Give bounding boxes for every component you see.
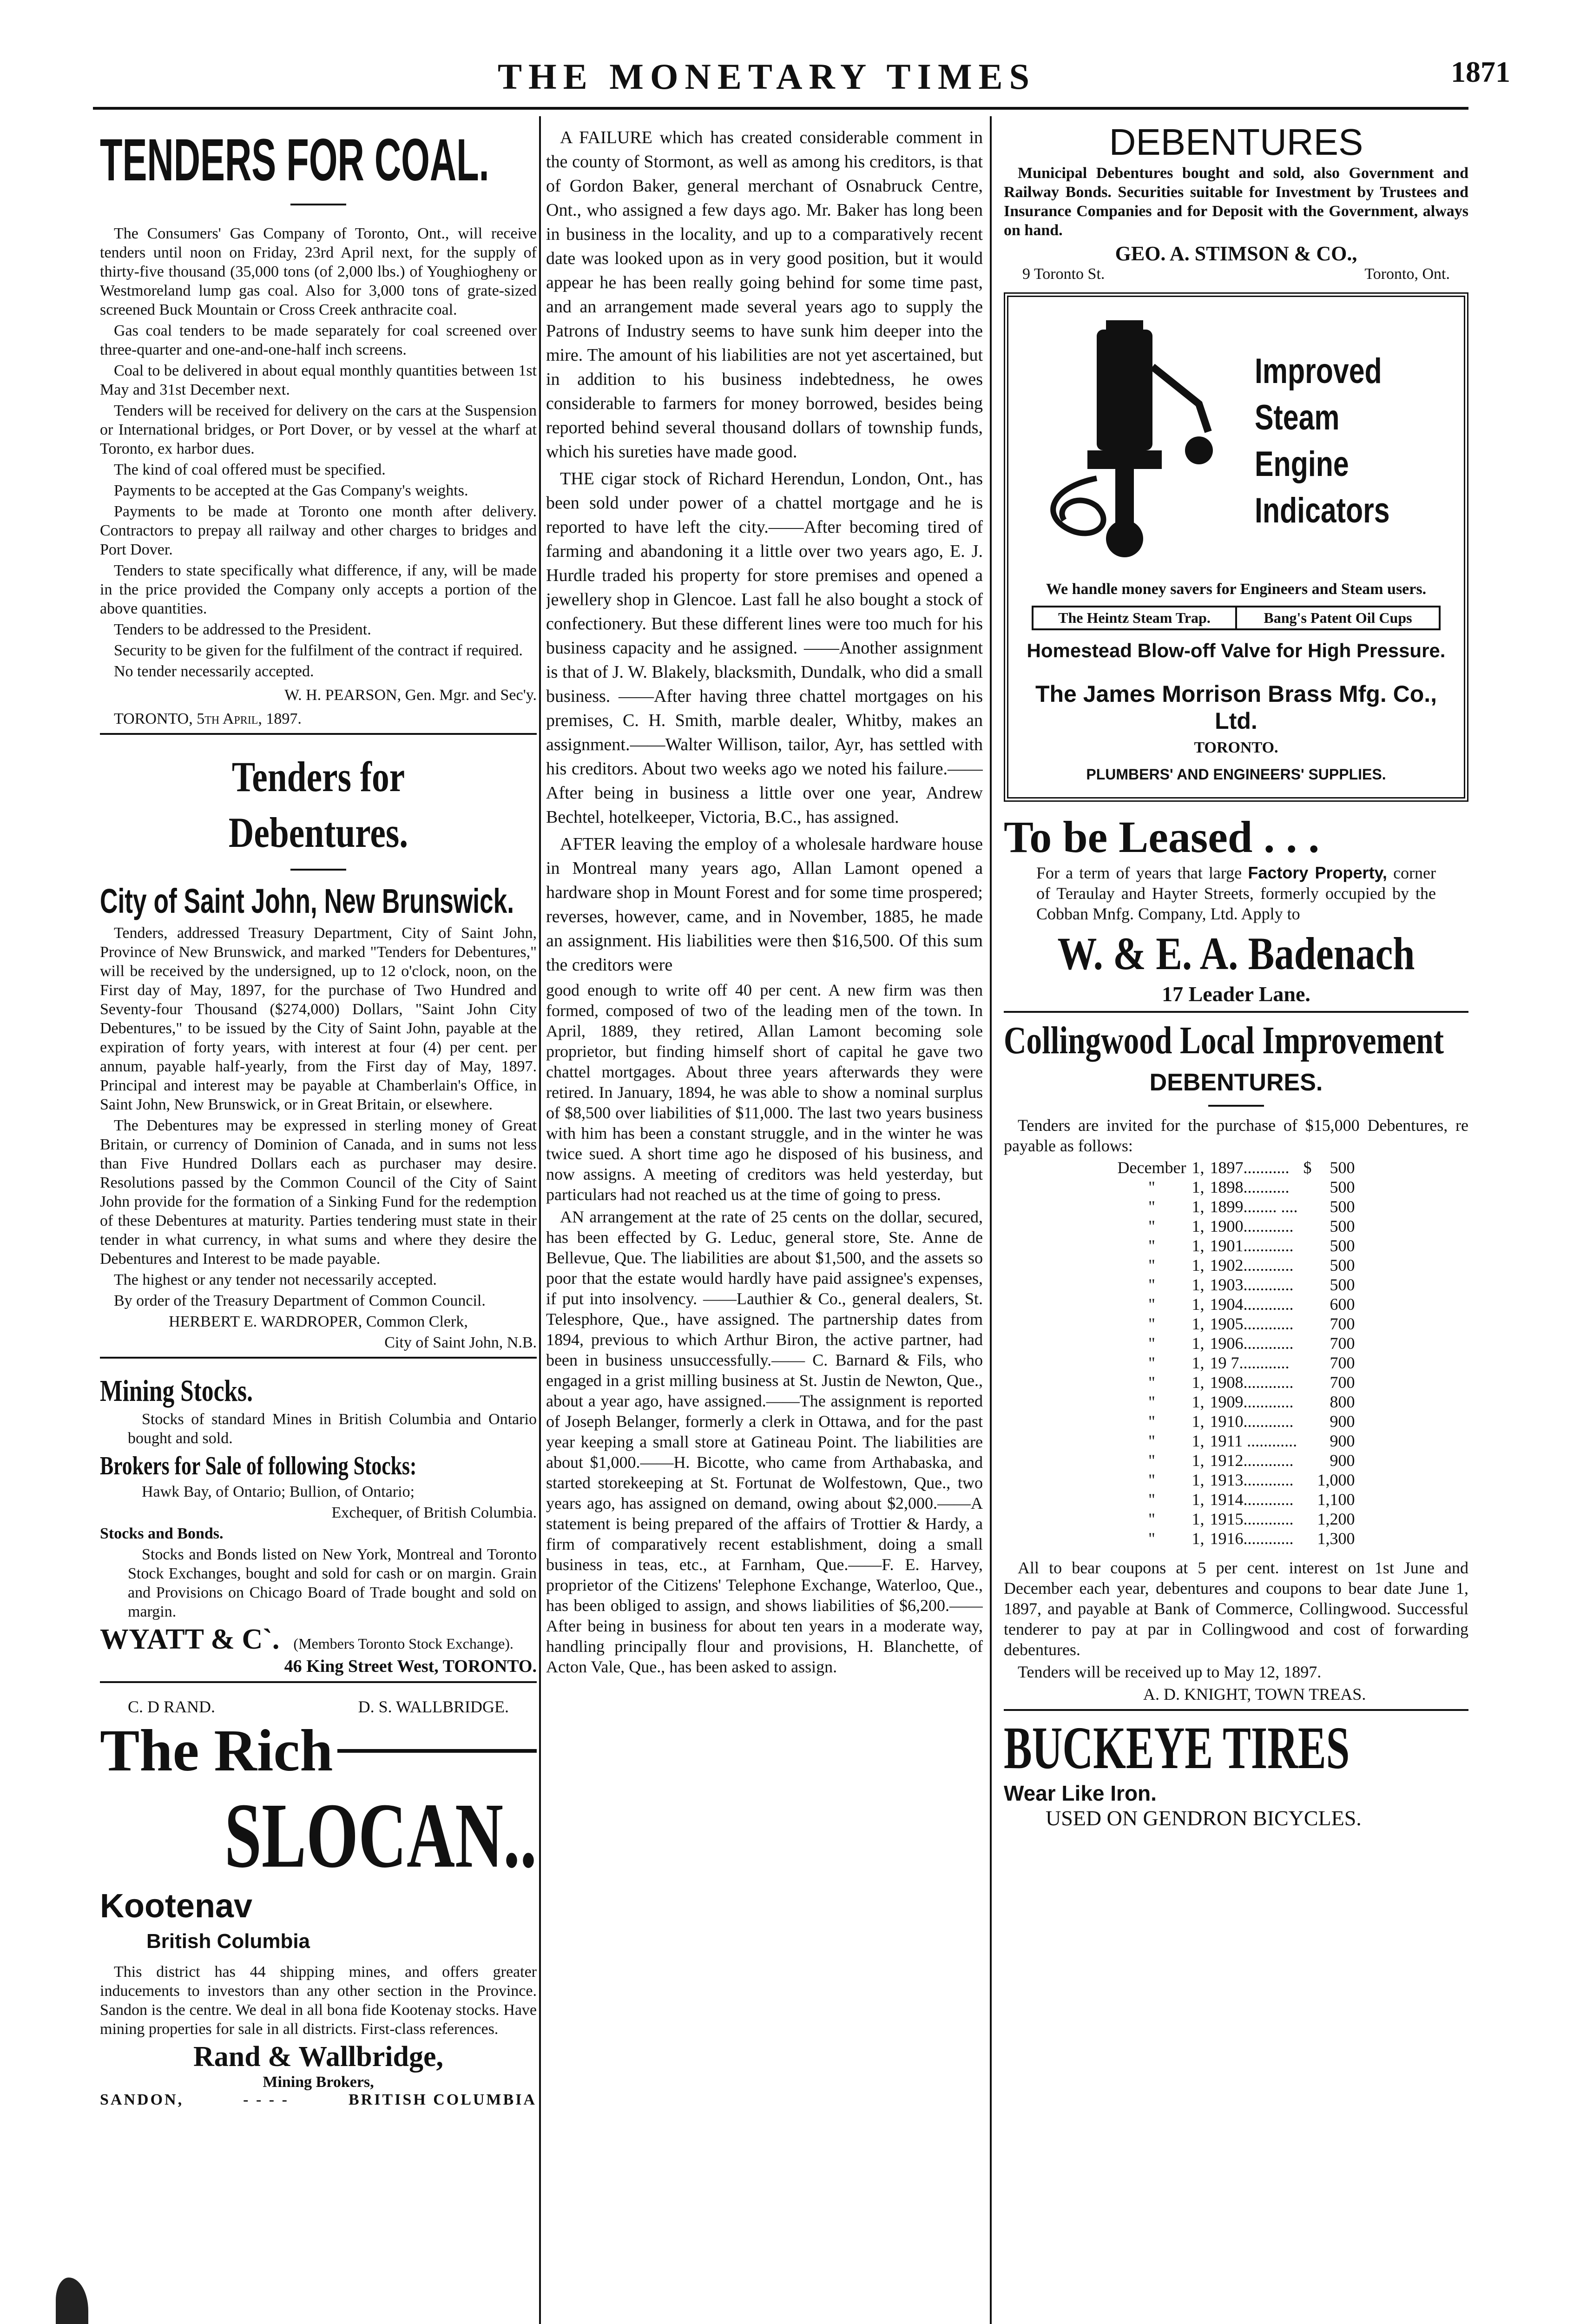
wyatt-note: (Members Toronto Stock Exchange). xyxy=(293,1635,514,1652)
schedule-cell-d: 1, xyxy=(1192,1471,1205,1489)
schedule-cell-amt: 1,300 xyxy=(1317,1529,1355,1548)
brass-tagline: PLUMBERS' AND ENGINEERS' SUPPLIES. xyxy=(1086,766,1386,783)
schedule-cell-amt: 500 xyxy=(1330,1178,1355,1196)
paragraph: THE cigar stock of Richard Herendun, London, Ont., has been sold under power of a chattel mortgage and he is reported to have left the city.——After becoming tired of farming and abandoning it a little over two years ago, E. J. Hurdle traded his property for store premises and opened a jewellery shop in Glencoe. Last fall he also bought a stock of confectionery. But these different lines were too much for his business capacity and he assigned. ——Another assignment is that of J. W. Blakely, blacksmith, Dundalk, who did a small business. ——After having three chattel mortgages on his premises, C. H. Smith, marble dealer, Whitby, makes an assignment.——Walter Willison, tailor, Ayr, has settled with his creditors. About two weeks ago we noted his failure.—— After being in business a little over one year, Andrew Bechtel, hotelkeeper, Victoria, B.C., has assigned. xyxy=(546,469,983,827)
paragraph: AN arrangement at the rate of 25 cents on the dollar, secured, has been effected by G. Leduc, general store, Ste. Anne de Bellevue, Que. The liabilities are about $1,500, and the assets so poor that the estate would hardly have paid assignee's expenses, if put into insolvency. ——Lauthier & Co., general dealers, St. Telesphore, Que., have assigned. The partnership dates from 1894, previous to which Arthur Biron, the active partner, had been in business unsuccessfully.—— C. Barnard & Fils, who engaged in a grist milling business at St. Justin de Newton, Que., about a year ago, have assigned.——The assignment is reported of Joseph Belanger, formerly a clerk in Ottawa, and for the past year keeping a small store at Gatineau Point. The liabilities are about $1,000.——H. Bicotte, who came from Arthabaska, and started storekeeping at St. Fortunat de Wolfestown, Que., two years ago, has assigned on demand, owing about $2,000.——A statement is being prepared of the affairs of Trottier & Hardy, a firm of comparatively recent establishment, doing a small business in teas, etc., at Farnham, Que.——F. E. Harvey, proprietor of the Citizens' Telephone Exchange, Waterloo, Que., has been obliged to assign, and shows liabilities of $6,200.——After being in business for about ten years in a moderate way, handling principally flour and provisions, H. Blanchette, of Acton Vale, Que., has been asked to assign. xyxy=(546,1208,983,1676)
schedule-row xyxy=(1115,1373,1358,1392)
schedule-cell-m: " xyxy=(1148,1314,1155,1333)
schedule-row xyxy=(1115,1197,1358,1216)
brass-line: Homestead Blow-off Valve for High Pressure. xyxy=(1027,640,1446,661)
mining-heading: Mining Stocks. xyxy=(100,1374,253,1408)
mining-line: Stocks and Bonds listed on New York, Montreal and Toronto Stock Exchanges, bought and sold for cash or on margin. Grain and Provisions on Chicago Board of Trade bought and sold on margin. xyxy=(128,1546,537,1620)
schedule-cell-dollar xyxy=(1300,1197,1314,1216)
schedule-cell-amt: 500 xyxy=(1330,1256,1355,1274)
indicator-title-line: Engine xyxy=(1255,444,1349,484)
rand-wallbridge-sub: Mining Brokers, xyxy=(263,2073,374,2091)
schedule-row xyxy=(1115,1314,1358,1334)
schedule-cell-y: 1910............ xyxy=(1210,1412,1294,1431)
schedule-cell-y: 1909............ xyxy=(1210,1393,1294,1411)
steam-indicator-illustration xyxy=(1022,311,1236,571)
schedule-cell-dollar xyxy=(1300,1451,1314,1470)
top-rule xyxy=(93,107,1468,110)
schedule-row xyxy=(1115,1177,1358,1197)
scan-edge-mark xyxy=(56,2278,88,2324)
badenach-firm: W. & E. A. Badenach xyxy=(1057,928,1415,979)
schedule-row xyxy=(1115,1216,1358,1236)
collingwood-subheading: DEBENTURES. xyxy=(1149,1069,1323,1096)
schedule-cell-m: " xyxy=(1148,1334,1155,1353)
schedule-cell-amt: 500 xyxy=(1330,1275,1355,1294)
indicator-title-line: Improved xyxy=(1255,351,1382,391)
schedule-row xyxy=(1115,1470,1358,1490)
title-rule xyxy=(337,1749,537,1753)
divider xyxy=(290,204,346,205)
divider xyxy=(290,869,346,871)
brass-mfg-ad xyxy=(1004,292,1468,802)
paragraph: This district has 44 shipping mines, and offers greater inducements to investors than any other section in the Province. Sandon is the centre. We deal in all bona fide Kootenay stocks. Have mining properties for sale in all districts. First-class references. xyxy=(100,1963,537,2038)
schedule-cell-m: " xyxy=(1148,1197,1155,1216)
schedule-cell-y: 1908............ xyxy=(1210,1373,1294,1392)
mining-line: Hawk Bay, of Ontario; Bullion, of Ontario; xyxy=(142,1483,415,1500)
collingwood-ad xyxy=(1004,1017,1468,1704)
schedule-cell-y: 1906............ xyxy=(1210,1334,1294,1353)
schedule-cell-m: " xyxy=(1148,1275,1155,1294)
slocan-title-line1: The Rich xyxy=(100,1717,333,1783)
collingwood-heading: Collingwood Local Improvement xyxy=(1004,1019,1444,1062)
slocan-title-line2: SLOCAN.. xyxy=(224,1784,537,1887)
wyatt-address: 46 King Street West, TORONTO. xyxy=(284,1657,537,1676)
schedule-cell-d: 1, xyxy=(1192,1529,1205,1548)
mining-line: Exchequer, of British Columbia. xyxy=(331,1504,537,1521)
schedule-cell-m: " xyxy=(1148,1529,1155,1548)
footer-left: SANDON, xyxy=(100,2091,184,2108)
schedule-cell-d: 1, xyxy=(1192,1314,1205,1333)
paragraph: The Debentures may be expressed in sterling money of Great Britain, or currency of Dominion of Canada, and in sums not less than Five Hundred Dollars each as purchaser may desire. Resolutions passed by the Common Council of the City of Saint John provide for the formation of a Sinking Fund for the redemption of these Debentures at maturity. Parties tendering must state in their tender in what currency, in what sums and where they desire the Debentures and Interest to be made payable. xyxy=(100,1117,537,1268)
schedule-cell-d: 1, xyxy=(1192,1178,1205,1196)
saint-john-subheading: City of Saint John, New Brunswick. xyxy=(100,882,514,920)
schedule-cell-amt: 700 xyxy=(1330,1373,1355,1392)
schedule-cell-dollar xyxy=(1300,1509,1314,1529)
schedule-cell-m: " xyxy=(1148,1393,1155,1411)
buckeye-tires-ad xyxy=(1004,1716,1468,1830)
paragraph: All to bear coupons at 5 per cent. interest on 1st June and December each year, debentures and coupons to bear date June 1, 1897, and payable at Bank of Commerce, Collingwood. Successful tenderer to pay at par in Collingwood and cost of forwarding debentures. xyxy=(1004,1558,1468,1659)
paragraph: Municipal Debentures bought and sold, also Government and Railway Bonds. Securities suitable for Investment by Trustees and Insurance Companies and for Deposit with the Government, always on hand. xyxy=(1004,165,1468,239)
schedule-cell-m: " xyxy=(1148,1217,1155,1235)
schedule-cell-y: 1905............ xyxy=(1210,1314,1294,1333)
schedule-cell-d: 1, xyxy=(1192,1256,1205,1274)
schedule-row xyxy=(1115,1431,1358,1451)
schedule-cell-dollar xyxy=(1300,1177,1314,1197)
schedule-cell-dollar xyxy=(1300,1216,1314,1236)
schedule-cell-m: " xyxy=(1148,1490,1155,1509)
schedule-row xyxy=(1115,1275,1358,1294)
schedule-cell-y: 1901............ xyxy=(1210,1236,1294,1255)
schedule-cell-dollar xyxy=(1300,1412,1314,1431)
lease-text: For a term of years that large xyxy=(1036,864,1242,882)
schedule-cell-m: " xyxy=(1148,1451,1155,1470)
indicator-title-line: Indicators xyxy=(1255,491,1390,530)
paragraph: By order of the Treasury Department of Common Council. xyxy=(114,1292,486,1309)
masthead-title: THE MONETARY TIMES xyxy=(498,56,1036,97)
schedule-cell-amt: 900 xyxy=(1330,1451,1355,1470)
brass-city: TORONTO. xyxy=(1194,739,1278,756)
schedule-cell-d: 1, xyxy=(1192,1197,1205,1216)
section-rule xyxy=(100,1357,537,1359)
schedule-cell-dollar xyxy=(1300,1255,1314,1275)
heintz-trap-cell: The Heintz Steam Trap. xyxy=(1034,607,1237,628)
schedule-cell-m: " xyxy=(1148,1432,1155,1450)
paragraph: Tenders to state specifically what difference, if any, will be made in the price provided the Company only accepts a portion of the above quantities. xyxy=(100,562,537,617)
schedule-cell-amt: 1,000 xyxy=(1317,1471,1355,1489)
paragraph: Tenders will be received for delivery on the cars at the Suspension or International bridges, or Port Dover, or by vessel at the wharf at Toronto, ex harbor dues. xyxy=(100,402,537,457)
schedule-cell-dollar xyxy=(1300,1353,1314,1373)
news-body-compact xyxy=(546,980,983,1677)
schedule-row xyxy=(1115,1451,1358,1470)
mining-line: Stocks of standard Mines in British Columbia and Ontario bought and sold. xyxy=(128,1411,537,1447)
schedule-cell-d: 1, xyxy=(1192,1236,1205,1255)
paragraph: The Consumers' Gas Company of Toronto, Ont., will receive tenders until noon on Friday, 23rd April next, for the supply of thirty-five thousand (35,000 tons (of 2,000 lbs.) of Youghiogheny or Westmoreland lump gas coal. Also for 3,000 tons of grate-sized screened Buck Mountain or Cross Creek anthracite coal. xyxy=(100,225,537,318)
paragraph: A FAILURE which has created considerable comment in the county of Stormont, as well as among his creditors, is that of Gordon Baker, general merchant of Osnabruck Centre, Ont., who assigned a few days ago. Mr. Baker has long been in business in the locality, and up to a comparatively recent date was looked upon as in very good position, but it would appear he has been really going behind for some time past, and an arrangement made several years ago to supply the Patrons of Industry seems to have sunk him deeper into the mire. The amount of his liabilities are not yet ascertained, but in addition to his business indebtedness, he owes considerable to farmers for money borrowed, besides being reported behind several thousand dollars of township funds, which his sureties have made good. xyxy=(546,128,983,462)
schedule-cell-d: 1, xyxy=(1192,1217,1205,1235)
column-left xyxy=(100,116,537,2109)
section-rule xyxy=(1004,1011,1468,1013)
schedule-cell-d: 1, xyxy=(1192,1432,1205,1450)
schedule-cell-amt: 600 xyxy=(1330,1295,1355,1314)
schedule-cell-dollar xyxy=(1300,1373,1314,1392)
slocan-title-line3: Kootenav xyxy=(100,1888,253,1925)
schedule-row xyxy=(1115,1236,1358,1255)
schedule-cell-m: December xyxy=(1117,1158,1186,1177)
schedule-row xyxy=(1115,1529,1358,1548)
schedule-cell-d: 1, xyxy=(1192,1373,1205,1392)
section-rule xyxy=(100,1681,537,1683)
paragraph: Tenders to be addressed to the President. xyxy=(114,621,371,638)
debentures-signature-line2: City of Saint John, N.B. xyxy=(384,1334,537,1351)
repayment-schedule-table xyxy=(1115,1158,1358,1548)
stimson-city: Toronto, Ont. xyxy=(1364,265,1450,283)
schedule-cell-d: 1, xyxy=(1192,1275,1205,1294)
schedule-cell-y: 1913............ xyxy=(1210,1471,1294,1489)
buckeye-heading: BUCKEYE TIRES xyxy=(1004,1715,1350,1782)
schedule-cell-amt: 500 xyxy=(1330,1158,1355,1177)
slocan-title-line4: British Columbia xyxy=(146,1930,310,1953)
schedule-cell-y: 1916............ xyxy=(1210,1529,1294,1548)
schedule-cell-m: " xyxy=(1148,1236,1155,1255)
column-right xyxy=(1004,116,1468,1830)
schedule-row xyxy=(1115,1509,1358,1529)
section-rule xyxy=(100,733,537,735)
schedule-cell-amt: 700 xyxy=(1330,1314,1355,1333)
schedule-cell-m: " xyxy=(1148,1295,1155,1314)
schedule-cell-dollar xyxy=(1300,1392,1314,1412)
stimson-firm: GEO. A. STIMSON & CO., xyxy=(1115,242,1357,265)
paragraph: The highest or any tender not necessarily accepted. xyxy=(114,1271,437,1288)
brass-firm: The James Morrison Brass Mfg. Co., Ltd. xyxy=(1035,681,1437,734)
schedule-cell-m: " xyxy=(1148,1471,1155,1489)
schedule-cell-amt: 900 xyxy=(1330,1412,1355,1431)
footer-dashes: - - - - xyxy=(243,2091,289,2108)
stimson-address: 9 Toronto St. xyxy=(1022,265,1105,283)
brass-line: We handle money savers for Engineers and Steam users. xyxy=(1046,581,1427,598)
schedule-cell-dollar xyxy=(1300,1314,1314,1334)
schedule-cell-d: 1, xyxy=(1192,1490,1205,1509)
partner-name: D. S. WALLBRIDGE. xyxy=(358,1697,509,1716)
schedule-cell-amt: 500 xyxy=(1330,1197,1355,1216)
coal-tender-ad xyxy=(100,125,537,728)
schedule-cell-amt: 900 xyxy=(1330,1432,1355,1450)
lease-text: corner of Teraulay and Hayter Streets, formerly occupied by the Cobban Mnfg. Company, Ltd. Apply to xyxy=(1036,864,1436,923)
schedule-cell-d: 1, xyxy=(1192,1451,1205,1470)
schedule-cell-amt: 800 xyxy=(1330,1393,1355,1411)
schedule-cell-d: 1, xyxy=(1192,1158,1205,1177)
paragraph: The kind of coal offered must be specified. xyxy=(114,461,386,478)
schedule-cell-y: 1897........... xyxy=(1210,1158,1290,1177)
schedule-cell-y: 1902............ xyxy=(1210,1256,1294,1274)
debentures-signature: HERBERT E. WARDROPER, Common Clerk, xyxy=(169,1313,468,1330)
schedule-cell-dollar xyxy=(1300,1275,1314,1294)
coal-body xyxy=(100,224,537,681)
schedule-cell-m: " xyxy=(1148,1178,1155,1196)
schedule-cell-m: " xyxy=(1148,1373,1155,1392)
schedule-cell-dollar xyxy=(1300,1490,1314,1509)
section-rule xyxy=(1004,1709,1468,1711)
schedule-cell-y: 1912............ xyxy=(1210,1451,1294,1470)
rand-wallbridge-firm: Rand & Wallbridge, xyxy=(193,2041,444,2073)
schedule-cell-dollar: $ xyxy=(1303,1158,1312,1177)
schedule-cell-amt: 1,100 xyxy=(1317,1490,1355,1509)
schedule-cell-dollar xyxy=(1300,1470,1314,1490)
footer-right: BRITISH COLUMBIA xyxy=(348,2091,537,2108)
news-body-wide xyxy=(546,125,983,977)
schedule-row xyxy=(1115,1392,1358,1412)
paragraph: AFTER leaving the employ of a wholesale hardware house in Montreal many years ago, Allan Lamont opened a hardware shop in Mount Forest and for some time prospered; reverses, however, came, and in November, 1885, he made an assignment. His liabilities were then $16,500. Of this sum the creditors were xyxy=(546,834,983,975)
schedule-cell-y: 1898........... xyxy=(1210,1178,1290,1196)
schedule-cell-y: 1914............ xyxy=(1210,1490,1294,1509)
paragraph: Payments to be accepted at the Gas Company's weights. xyxy=(114,482,468,499)
schedule-cell-amt: 500 xyxy=(1330,1236,1355,1255)
coal-dateline: TORONTO, 5th April, 1897. xyxy=(114,710,302,727)
schedule-row xyxy=(1115,1353,1358,1373)
saint-john-debentures-ad xyxy=(100,749,537,1352)
mining-stocks-ad xyxy=(100,1373,537,1677)
lease-body xyxy=(1004,863,1468,924)
schedule-cell-amt: 1,200 xyxy=(1317,1510,1355,1528)
schedule-cell-d: 1, xyxy=(1192,1510,1205,1528)
schedule-cell-y: 1904............ xyxy=(1210,1295,1294,1314)
schedule-cell-m: " xyxy=(1148,1510,1155,1528)
badenach-address: 17 Leader Lane. xyxy=(1162,982,1310,1006)
stocks-bonds-heading: Stocks and Bonds. xyxy=(100,1525,224,1542)
schedule-cell-d: 1, xyxy=(1192,1393,1205,1411)
schedule-row xyxy=(1115,1294,1358,1314)
collingwood-signature: A. D. KNIGHT, TOWN TREAS. xyxy=(1143,1685,1366,1703)
schedule-cell-y: 1900............ xyxy=(1210,1217,1294,1235)
schedule-row xyxy=(1115,1490,1358,1509)
coal-heading: TENDERS FOR COAL. xyxy=(100,127,489,193)
paragraph: Tenders will be received up to May 12, 1897. xyxy=(1018,1663,1322,1681)
schedule-cell-y: 1915............ xyxy=(1210,1510,1294,1528)
debentures-heading: Tenders for Debentures. xyxy=(228,753,408,856)
schedule-cell-dollar xyxy=(1300,1294,1314,1314)
schedule-cell-d: 1, xyxy=(1192,1334,1205,1353)
bangs-oil-cups-cell: Bang's Patent Oil Cups xyxy=(1264,609,1412,626)
schedule-row xyxy=(1115,1334,1358,1353)
lease-heading: To be Leased . . . xyxy=(1004,812,1320,862)
schedule-row xyxy=(1115,1412,1358,1431)
column-divider xyxy=(990,116,992,2324)
buckeye-usage: USED ON GENDRON BICYCLES. xyxy=(1046,1806,1362,1830)
wyatt-firm-name: WYATT & C`. xyxy=(100,1624,280,1655)
schedule-cell-d: 1, xyxy=(1192,1295,1205,1314)
page-number: 1871 xyxy=(1451,55,1510,88)
slocan-ad xyxy=(100,1697,537,2109)
schedule-cell-dollar xyxy=(1300,1334,1314,1353)
schedule-cell-amt: 700 xyxy=(1330,1353,1355,1372)
paragraph: Payments to be made at Toronto one month after delivery. Contractors to prepay all railway and other charges to bridges and Port Dover. xyxy=(100,503,537,558)
schedule-row xyxy=(1115,1158,1358,1177)
column-divider xyxy=(539,116,541,2324)
stimson-debentures-ad xyxy=(1004,121,1468,283)
paragraph: No tender necessarily accepted. xyxy=(114,663,314,680)
divider xyxy=(1208,1105,1264,1107)
schedule-cell-y: 1911 ............ xyxy=(1210,1432,1297,1450)
to-be-leased-ad xyxy=(1004,811,1468,1006)
schedule-cell-dollar xyxy=(1300,1431,1314,1451)
schedule-cell-m: " xyxy=(1148,1353,1155,1372)
lease-emphasis: Factory Property, xyxy=(1248,863,1387,882)
paragraph: Gas coal tenders to be made separately for coal screened over three-quarter and one-and-one-half inch screens. xyxy=(100,322,537,358)
paragraph: Tenders are invited for the purchase of $15,000 Debentures, re payable as follows: xyxy=(1004,1116,1468,1155)
schedule-cell-amt: 500 xyxy=(1330,1217,1355,1235)
partner-name: C. D RAND. xyxy=(128,1697,216,1716)
schedule-cell-d: 1, xyxy=(1192,1353,1205,1372)
schedule-cell-y: 1903............ xyxy=(1210,1275,1294,1294)
coal-signature: W. H. PEARSON, Gen. Mgr. and Sec'y. xyxy=(284,687,537,704)
schedule-row xyxy=(1115,1255,1358,1275)
paragraph: Tenders, addressed Treasury Department, City of Saint John, Province of New Brunswick, and marked "Tenders for Debentures," will be received by the undersigned, up to 12 o'clock, noon, on the First day of May, 1897, for the purchase of Two Hundred and Seventy-four Thousand ($274,000) Dollars, "Saint John City Debentures," to be issued by the City of Saint John, payable at the expiration of forty years, with interest at four (4) per cent. per annum, payable half-yearly, from the First day of May, 1897. Principal and interest may be payable at Chamberlain's Office, in Saint John, New Brunswick, or in Great Britain, or elsewhere. xyxy=(100,924,537,1113)
schedule-cell-y: 19 7............ xyxy=(1210,1353,1290,1372)
schedule-cell-d: 1, xyxy=(1192,1412,1205,1431)
stimson-heading: DEBENTURES xyxy=(1109,121,1363,163)
paragraph: good enough to write off 40 per cent. A new firm was then formed, composed of two of the leading men of the town. In April, 1889, they retired, Allan Lamont becoming sole proprietor, but finding himself short of capital he gave two chattel mortgages. About three years afterwards they were retired. In January, 1894, he was able to show a nominal surplus of $8,500 over liabilities of $11,000. The last two years business with him has been a constant struggle, and in the winter he was twice sued. A short time ago he disposed of his business, and now assigns. A meeting of creditors was held yesterday, but particulars had not reached us at the time of going to press. xyxy=(546,981,983,1204)
schedule-cell-m: " xyxy=(1148,1256,1155,1274)
paragraph: Coal to be delivered in about equal monthly quantities between 1st May and 31st December next. xyxy=(100,362,537,398)
schedule-cell-dollar xyxy=(1300,1529,1314,1548)
schedule-cell-dollar xyxy=(1300,1236,1314,1255)
indicator-title xyxy=(1255,348,1390,534)
indicator-title-line: Steam xyxy=(1255,398,1340,437)
column-middle xyxy=(546,116,983,1679)
buckeye-slogan: Wear Like Iron. xyxy=(1004,1781,1157,1805)
schedule-cell-m: " xyxy=(1148,1412,1155,1431)
paragraph: Security to be given for the fulfilment of the contract if required. xyxy=(114,642,523,659)
schedule-cell-y: 1899........ .... xyxy=(1210,1197,1298,1216)
schedule-cell-amt: 700 xyxy=(1330,1334,1355,1353)
brokers-heading: Brokers for Sale of following Stocks: xyxy=(100,1452,417,1480)
